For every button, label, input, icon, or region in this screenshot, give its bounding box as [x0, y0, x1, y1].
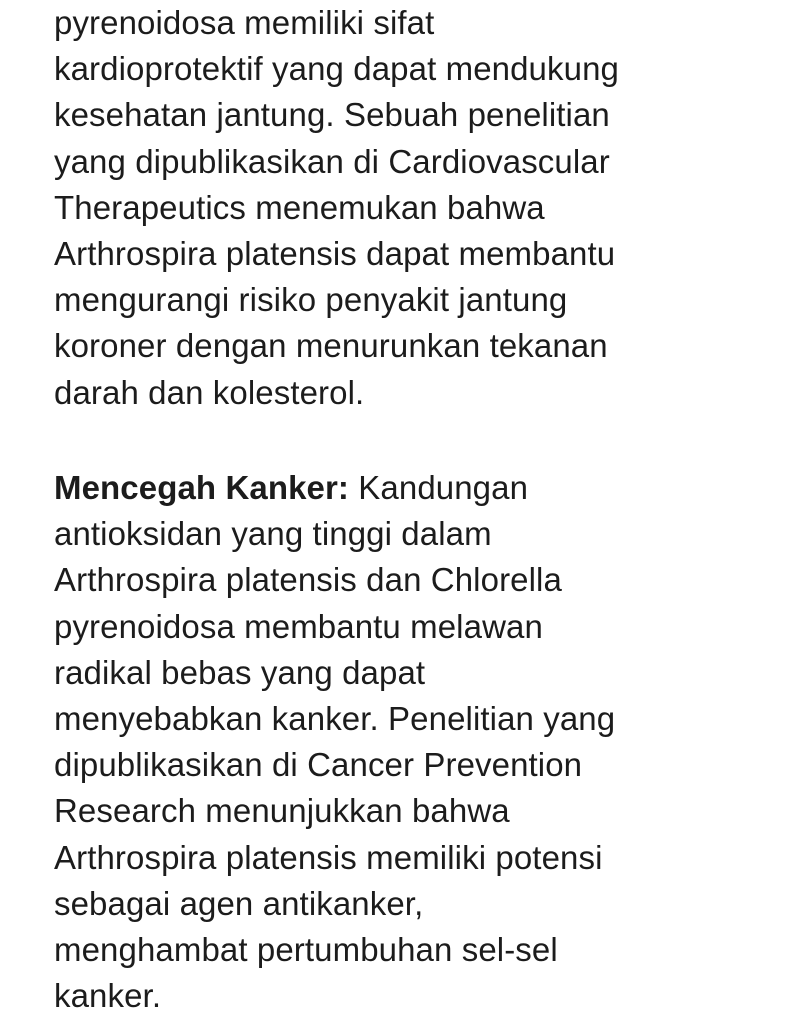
paragraph-line: menyebabkan kanker. Penelitian yang — [54, 699, 616, 737]
paragraph-line: Arthrospira platensis memiliki potensi — [54, 838, 603, 876]
paragraph-line: Arthrospira platensis dapat membantu — [54, 234, 616, 272]
paragraph-line: kardioprotektif yang dapat mendukung — [54, 50, 619, 88]
paragraph-line: menghambat pertumbuhan sel-sel — [54, 930, 558, 968]
paragraph-line: mengurangi risiko penyakit jantung — [54, 281, 568, 319]
paragraph-line: pyrenoidosa membantu melawan — [54, 607, 543, 645]
section-heading: Mencegah Kanker: — [54, 469, 350, 506]
paragraph-line: kesehatan jantung. Sebuah penelitian — [54, 96, 610, 134]
paragraph-line: Research menunjukkan bahwa — [54, 792, 510, 830]
paragraph-line: koroner dengan menurunkan tekanan — [54, 327, 608, 365]
paragraph-line: Therapeutics menemukan bahwa — [54, 188, 545, 226]
paragraph-line: antioksidan yang tinggi dalam — [54, 515, 492, 553]
paragraph-cardioprotective — [54, 0, 619, 416]
paragraph-line: radikal bebas yang dapat — [54, 653, 426, 691]
paragraph-line: pyrenoidosa memiliki sifat — [54, 4, 435, 41]
paragraph-cancer-prevention — [54, 465, 615, 1019]
paragraph-line: kanker. — [54, 977, 162, 1015]
paragraph-line: sebagai agen antikanker, — [54, 884, 424, 922]
paragraph-line: darah dan kolesterol. — [54, 373, 365, 411]
paragraph-line: Arthrospira platensis dan Chlorella — [54, 561, 562, 599]
paragraph-line-rest: Kandungan — [349, 469, 529, 506]
paragraph-line: yang dipublikasikan di Cardiovascular — [54, 142, 610, 180]
paragraph-line: dipublikasikan di Cancer Prevention — [54, 746, 583, 784]
paragraph-first-line — [54, 465, 615, 511]
